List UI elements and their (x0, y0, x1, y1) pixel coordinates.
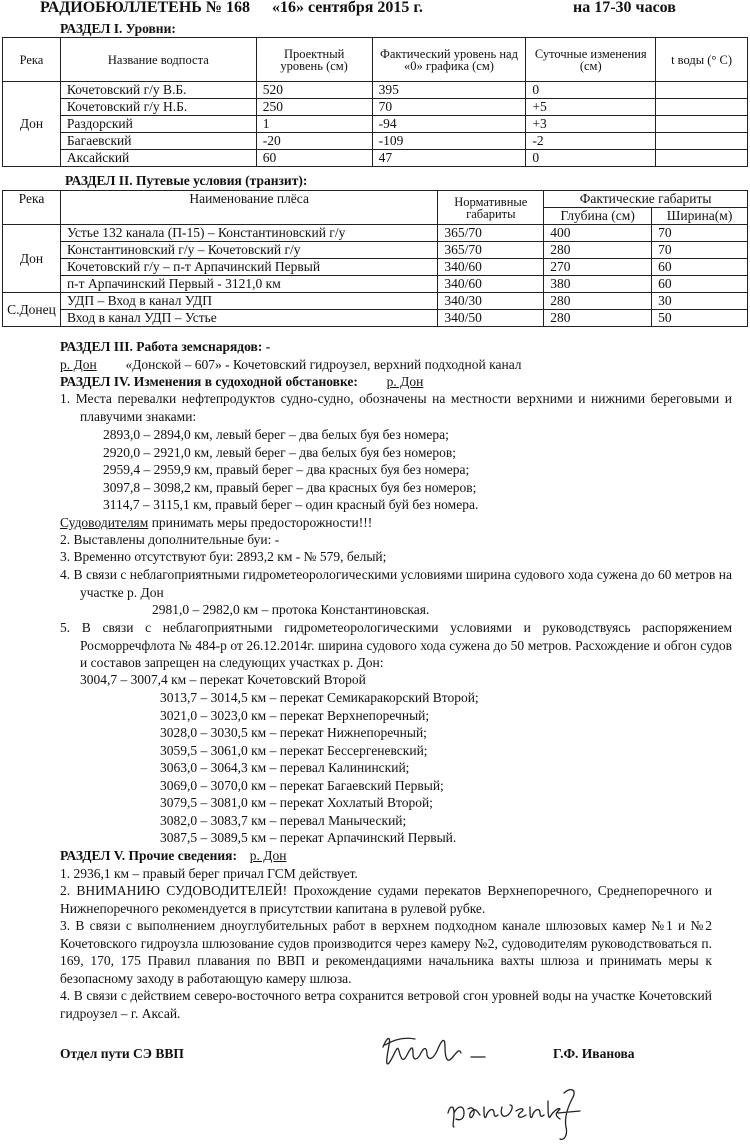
section5-item3: 3. В связи с выполнением дноуглубительных работ в верхнем подходном канале шлюзовых камер №1 и №2 Кочетовского гидроузла шлюзование судов производится через камеру №2, судоводителям руководствоваться п. 169, 170, 175 Правил плавания по ВВП и рекомендациями начальника вахты шлюза и принимать меры к безопасному заходу в работающую камеру шлюза. (60, 918, 712, 986)
table-cell: 340/50 (438, 310, 544, 327)
list-item: 3013,7 – 3014,5 км – перекат Семикаракорский Второй; (160, 690, 479, 705)
list-item: 3021,0 – 3023,0 км – перекат Верхнепоречный; (160, 707, 430, 723)
table-cell: 70 (372, 99, 526, 116)
section5-title-line (60, 847, 286, 865)
route-river-donets: С.Донец (3, 293, 61, 327)
section3-river: р. Дон (60, 357, 97, 372)
bulletin-header (40, 0, 423, 17)
bulletin-date-day: «16» (271, 0, 304, 16)
list-item: 2959,4 – 2959,9 км, правый берег – два красных буя без номера; (103, 462, 470, 477)
table-cell: 365/70 (438, 242, 544, 259)
table-cell: 250 (256, 99, 372, 116)
table-row (3, 82, 748, 99)
table-row (3, 150, 748, 167)
section4-item4-line: 2981,0 – 2982,0 км – протока Константиновская. (152, 602, 430, 617)
table-cell: 400 (544, 225, 652, 242)
levels-header-project: Проектный уровень (см) (256, 38, 372, 82)
table-cell: Константиновский г/у – Кочетовский г/у (60, 242, 437, 259)
table-cell: 0 (526, 82, 656, 99)
table-cell: 60 (652, 259, 748, 276)
table-cell: 60 (652, 276, 748, 293)
section5-title: РАЗДЕЛ V. Прочие сведения: (60, 848, 237, 863)
route-river-don: Дон (3, 225, 61, 293)
table-row (3, 242, 748, 259)
table-row (3, 293, 748, 310)
table-cell: Багаевский (60, 133, 256, 150)
table-cell (656, 116, 748, 133)
table-cell (656, 99, 748, 116)
table-cell: п-т Арпачинский Первый - 3121,0 км (60, 276, 437, 293)
table-cell: 50 (652, 310, 748, 327)
table-cell: Кочетовский г/у – п-т Арпачинский Первый (60, 259, 437, 276)
section1-title: РАЗДЕЛ I. Уровни: (60, 21, 176, 36)
table-cell: -94 (372, 116, 526, 133)
table-cell: Устье 132 канала (П-15) – Константиновский г/у (60, 225, 437, 242)
section4-item4: 4. В связи с неблагоприятными гидрометеорологическими условиями ширина судового хода сужена до 60 метров на участке р. Дон (60, 567, 732, 600)
list-item: 3079,5 – 3081,0 км – перекат Хохлатый Второй; (160, 795, 433, 810)
table-cell: Раздорский (60, 116, 256, 133)
table-cell: 70 (652, 225, 748, 242)
route-header-reach: Наименование плёса (60, 191, 437, 225)
table-cell: 47 (372, 150, 526, 167)
table-row (3, 310, 748, 327)
route-header-river: Река (3, 191, 61, 225)
section3-title: РАЗДЕЛ III. Работа земснарядов: - (60, 339, 271, 354)
section4-item5: 5. В связи с неблагоприятными гидрометеорологическими условиями и руководствуясь распоряжением Росморречфлота № 484-р от 26.12.2014г. ширина судового хода сужена до 50 метров. Расхождение и обгон судов и составов запрещен на следующих участках р. Дон: (60, 620, 732, 670)
list-item: 2920,0 – 2921,0 км, левый берег – два белых буя без номеров; (103, 444, 457, 460)
signature-ivanova-icon (375, 1025, 515, 1075)
table-cell: 1 (256, 116, 372, 133)
warning-rest: принимать меры предосторожности!!! (148, 515, 373, 530)
table-cell: 380 (544, 276, 652, 293)
table-cell: +5 (526, 99, 656, 116)
list-item: 3069,0 – 3070,0 км – перекат Багаевский Первый; (160, 777, 444, 793)
section4-title-line (60, 373, 423, 391)
bulletin-date: сентября 2015 г. (307, 0, 423, 16)
table-cell: 395 (372, 82, 526, 99)
section5-item2: 2. ВНИМАНИЮ СУДОВОДИТЕЛЕЙ! Прохождение судами перекатов Верхнепоречного, Среднепоречного и Нижнепоречного рекомендуется в присутствии капитана в рулевой рубке. (60, 883, 712, 916)
list-item: 3087,5 – 3089,5 км – перекат Арпачинский Первый. (160, 830, 457, 845)
route-header-actual: Фактические габариты (544, 191, 748, 208)
footer-dept: Отдел пути СЭ ВВП (60, 1046, 184, 1061)
section3-line (60, 356, 522, 374)
list-item: 3059,5 – 3061,0 км – перекат Бессергеневский; (160, 742, 428, 758)
levels-table (2, 37, 748, 167)
table-row (3, 259, 748, 276)
list-item: 3028,0 – 3030,5 км – перекат Нижнепоречный; (160, 725, 427, 740)
table-row (3, 133, 748, 150)
section2-title: РАЗДЕЛ II. Путевые условия (транзит): (65, 173, 308, 188)
table-cell: 520 (256, 82, 372, 99)
table-cell: Кочетовский г/у Н.Б. (60, 99, 256, 116)
section4-item2: 2. Выставлены дополнительные буи: - (60, 532, 280, 547)
table-cell: 70 (652, 242, 748, 259)
levels-header-post: Название водпоста (60, 38, 256, 82)
levels-header-temp: t воды (° С) (656, 38, 748, 82)
section5-item4: 4. В связи с действием северо-восточного ветра сохранится ветровой сгон уровней воды на участке Кочетовский гидроузел – г. Аксай. (60, 988, 712, 1021)
section4-item5-first: 3004,7 – 3007,4 км – перекат Кочетовский Второй (80, 672, 366, 687)
bulletin-title: РАДИОБЮЛЛЕТЕНЬ № 168 (40, 0, 250, 16)
section4-item1: 1. Места перевалки нефтепродуктов судно-судно, обозначены на местности верхними и нижними береговыми и плавучими знаками: (60, 391, 732, 424)
levels-header-river: Река (3, 38, 61, 82)
route-table (2, 190, 748, 327)
table-cell: 280 (544, 242, 652, 259)
section4-warning (60, 514, 372, 532)
section4-river: р. Дон (386, 374, 424, 389)
table-cell: УДП – Вход в канал УДП (60, 293, 437, 310)
route-header-normative: Нормативные габариты (438, 191, 544, 225)
table-cell: -2 (526, 133, 656, 150)
table-row (3, 99, 748, 116)
section4-item1-list (103, 426, 478, 514)
footer-name: Г.Ф. Иванова (553, 1046, 635, 1061)
table-cell: 0 (526, 150, 656, 167)
table-cell: -109 (372, 133, 526, 150)
table-cell: -20 (256, 133, 372, 150)
table-cell: 60 (256, 150, 372, 167)
section5-river: р. Дон (249, 848, 287, 863)
list-item: 3082,0 – 3083,7 км – перевал Маныческий; (160, 812, 407, 828)
table-cell: 340/30 (438, 293, 544, 310)
table-cell (656, 133, 748, 150)
table-cell: 280 (544, 293, 652, 310)
table-cell (656, 82, 748, 99)
table-cell: 340/60 (438, 259, 544, 276)
route-header-width: Ширина(м) (652, 208, 748, 225)
bulletin-time: на 17-30 часов (573, 0, 676, 16)
table-cell: 270 (544, 259, 652, 276)
list-item: 2893,0 – 2894,0 км, левый берег – два белых буя без номера; (103, 427, 449, 442)
table-cell: 365/70 (438, 225, 544, 242)
table-cell: 340/60 (438, 276, 544, 293)
levels-header-daily: Суточные изменения (см) (526, 38, 656, 82)
section4-title: РАЗДЕЛ IV. Изменения в судоходной обстановке: (60, 374, 358, 389)
section4-item5-list (160, 689, 479, 847)
list-item: 3114,7 – 3115,1 км, правый берег – один красный буй без номера. (103, 497, 479, 512)
section5-item1: 1. 2936,1 км – правый берег причал ГСМ действует. (60, 866, 358, 881)
table-cell: Вход в канал УДП – Устье (60, 310, 437, 327)
table-cell (656, 150, 748, 167)
route-header-depth: Глубина (см) (544, 208, 652, 225)
list-item: 3063,0 – 3064,3 км – перевал Калининский; (160, 760, 410, 775)
table-row (3, 225, 748, 242)
table-cell: Кочетовский г/у В.Б. (60, 82, 256, 99)
section4-item3: 3. Временно отсутствуют буи: 2893,2 км - № 579, белый; (60, 549, 387, 564)
section3-text: «Донской – 607» - Кочетовский гидроузел, верхний подходной канал (125, 357, 522, 372)
levels-header-actual: Фактический уровень над «0» графика (см) (372, 38, 526, 82)
table-row (3, 116, 748, 133)
table-cell: 280 (544, 310, 652, 327)
list-item: 3097,8 – 3098,2 км, правый берег – два красных буя без номеров; (103, 479, 477, 495)
warning-underlined: Судоводителям (60, 515, 149, 530)
table-row (3, 276, 748, 293)
table-cell: 30 (652, 293, 748, 310)
table-cell: +3 (526, 116, 656, 133)
table-cell: Аксайский (60, 150, 256, 167)
signature-panchenko-icon (440, 1083, 590, 1145)
levels-river-cell: Дон (3, 82, 61, 167)
